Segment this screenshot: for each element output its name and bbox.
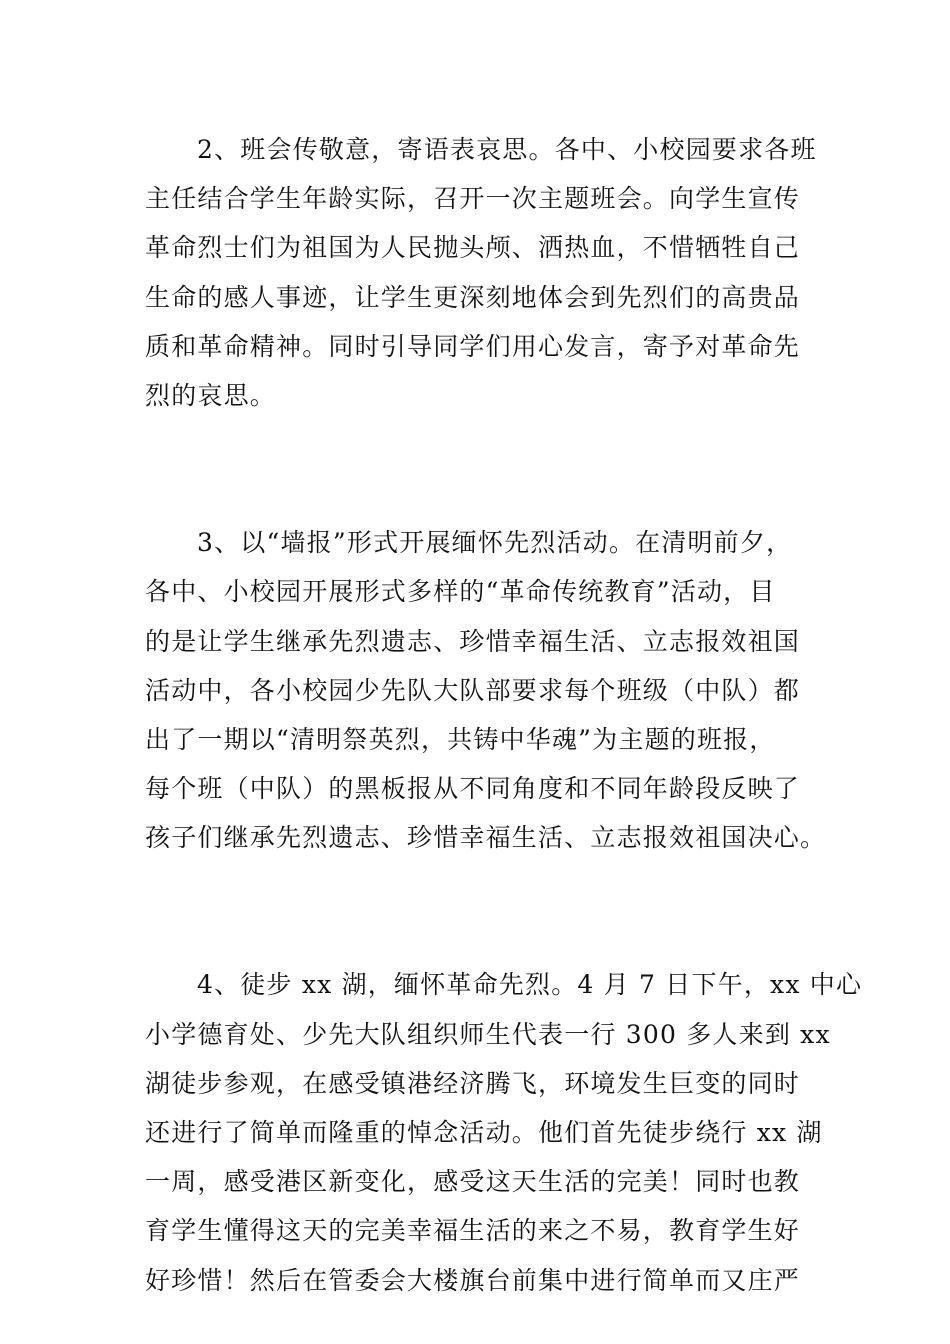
text-line: 育学生懂得这天的完美幸福生活的来之不易，教育学生好: [145, 1216, 801, 1246]
text-line: 湖徒步参观，在感受镇港经济腾飞，环境发生巨变的同时: [145, 1068, 801, 1098]
paragraph-2: [145, 125, 817, 420]
text-line: 一周，感受港区新变化，感受这天生活的完美！同时也教: [145, 1167, 801, 1197]
text-line: 孩子们继承先烈遗志、珍惜幸福生活、立志报效祖国决心。: [145, 823, 827, 853]
text-line: 各中、小校园开展形式多样的“革命传统教育”活动，目: [145, 577, 776, 607]
text-line: 活动中，各小校园少先队大队部要求每个班级（中队）都: [145, 675, 801, 705]
text-line: 2、班会传敬意，寄语表哀思。各中、小校园要求各班: [197, 135, 817, 164]
text-line: 主任结合学生年龄实际，召开一次主题班会。向学生宣传: [145, 184, 801, 214]
paragraph-4: [145, 960, 863, 1304]
text-line: 质和革命精神。同时引导同学们用心发言，寄予对革命先: [145, 331, 801, 361]
text-line: 3、以“墙报”形式开展缅怀先烈活动。在清明前夕，: [197, 528, 793, 558]
text-line: 还进行了简单而隆重的悼念活动。他们首先徒步绕行 xx 湖: [145, 1118, 823, 1147]
text-line: 生命的感人事迹，让学生更深刻地体会到先烈们的高贵品: [145, 282, 801, 312]
paragraph-3: [145, 518, 827, 862]
document-page: [145, 125, 863, 1305]
text-line: 4、徒步 xx 湖，缅怀革命先烈。4 月 7 日下午，xx 中心: [197, 970, 863, 1000]
text-line: 好珍惜！然后在管委会大楼旗台前集中进行简单而又庄严: [145, 1265, 801, 1295]
text-line: 革命烈士们为祖国为人民抛头颅、洒热血，不惜牺牲自己: [145, 233, 801, 263]
text-line: 每个班（中队）的黑板报从不同角度和不同年龄段反映了: [145, 774, 801, 804]
text-line: 烈的哀思。: [145, 380, 277, 410]
text-line: 小学德育处、少先大队组织师生代表一行 300 多人来到 xx: [145, 1019, 831, 1049]
text-line: 的是让学生继承先烈遗志、珍惜幸福生活、立志报效祖国: [145, 626, 801, 656]
text-line: 出了一期以“清明祭英烈，共铸中华魂”为主题的班报，: [145, 724, 776, 754]
